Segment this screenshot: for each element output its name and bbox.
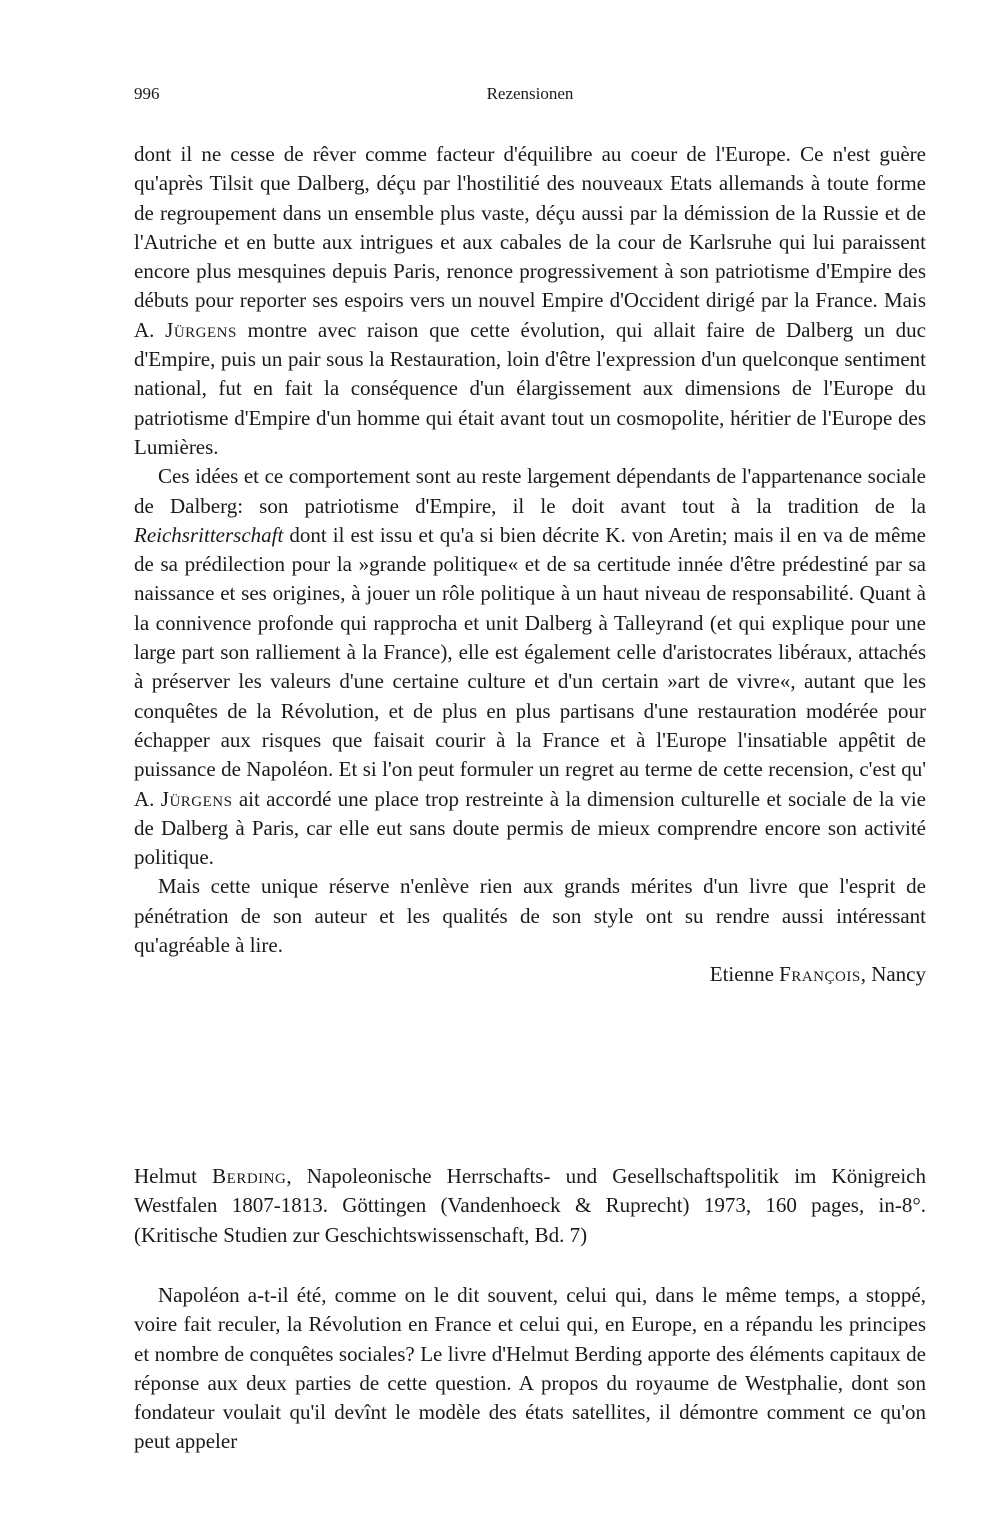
page-number: 996 (134, 84, 160, 103)
review-paragraph-2: Ces idées et ce comportement sont au reste largement dépendants de l'appartenance sociale de Dalberg: son patriotisme d'Empire, il le doit avant tout à la tradition de la Reichsritterschaft dont il est issu et qu'a si bien décrite K. von Aretin; mais il en va de même de sa prédilection pour la »grande politique« et de sa certitude innée d'être prédestiné par sa naissance et ses origines, à jouer un rôle politique à un haut niveau de responsabilité. Quant à la connivence profonde qui rapprocha et unit Dalberg à Talleyrand (et qui explique pour une large part son ralliement à la France), elle est également celle d'aristocrates libéraux, attachés à préserver les valeurs d'une certaine culture et d'un certain »art de vivre«, autant que les conquêtes de la Révolution, et de plus en plus partisans d'une restauration modérée pour échapper aux risques que faisait courir à la France et à l'Europe l'insatiable appêtit de puissance de Napoléon. Et si l'on peut formuler un regret au terme de cette recension, c'est qu' A. Jürgens ait accordé une place trop restreinte à la dimension culturelle et sociale de la vie de Dalberg à Paris, car elle eut sans doute permis de mieux comprendre encore son activité politique. (134, 464, 926, 870)
review-paragraph-3: Mais cette unique réserve n'enlève rien aux grands mérites d'un livre que l'esprit de pénétration de son auteur et les qualités de son style ont su rendre aussi intéressant qu'agréable à lire. (134, 874, 926, 958)
review-body (134, 140, 926, 990)
second-review-paragraph-1: Napoléon a-t-il été, comme on le dit souvent, celui qui, dans le même temps, a stoppé, voire fait reculer, la Révolution en France et celui qui, en Europe, en a répandu les principes et nombre de conquêtes sociales? Le livre d'Helmut Berding apporte des éléments capitaux de réponse aux deux parties de cette question. A propos du royaume de Westphalie, dont son fondateur voulait qu'il devînt le modèle des états satellites, il démontre comment ce qu'on peut appeler (134, 1283, 926, 1454)
second-review-body (134, 1281, 926, 1457)
bibliographic-entry: Helmut Berding, Napoleonische Herrschafts- und Gesellschaftspolitik im Königreich Westfalen 1807-1813. Göttingen (Vandenhoeck & Ruprecht) 1973, 160 pages, in-8°. (Kritische Studien zur Geschichtswissenschaft, Bd. 7) (134, 1164, 926, 1247)
author-name: Jürgens (160, 786, 233, 811)
review-paragraph-1: dont il ne cesse de rêver comme facteur d'équilibre au coeur de l'Europe. Ce n'est guère qu'après Tilsit que Dalberg, déçu par l'hostilitié des nouveaux Etats allemands à toute forme de regroupement dans un ensemble plus vaste, déçu aussi par la démission de la Russie et de l'Autriche et en butte aux intrigues et aux cabales de la cour de Karlsruhe qui lui paraissent encore plus mesquines depuis Paris, renonce progressivement à son patriotisme d'Empire des débuts pour reporter ses espoirs vers un nouvel Empire d'Occident dirigé par la France. Mais A. Jürgens montre avec raison que cette évolution, qui allait faire de Dalberg un duc d'Empire, puis un pair sous la Restauration, loin d'être l'expression d'un quelconque sentiment national, fut en fait la conséquence d'un élargissement aux dimensions de l'Europe du patriotisme d'Empire d'un homme qui était avant tout un cosmopolite, héritier de l'Europe des Lumières. (134, 142, 927, 459)
running-head: Rezensionen (486, 84, 574, 103)
reviewer-signature: Etienne François, Nancy (709, 962, 926, 987)
book-author: Berding (212, 1164, 287, 1188)
page-header (134, 84, 926, 114)
author-name: Jürgens (165, 317, 237, 342)
italic-term: Reichsritterschaft (134, 522, 284, 547)
book-citation: , Napoleonische Herrschafts- und Gesellschaftspolitik im Königreich Westfalen 1807-1813. Göttingen (Vandenhoeck & Ruprecht) 1973, 160 pages, in-8°. (Kritische Studien zur Geschichtswissenschaft, Bd. 7) (134, 1164, 926, 1247)
